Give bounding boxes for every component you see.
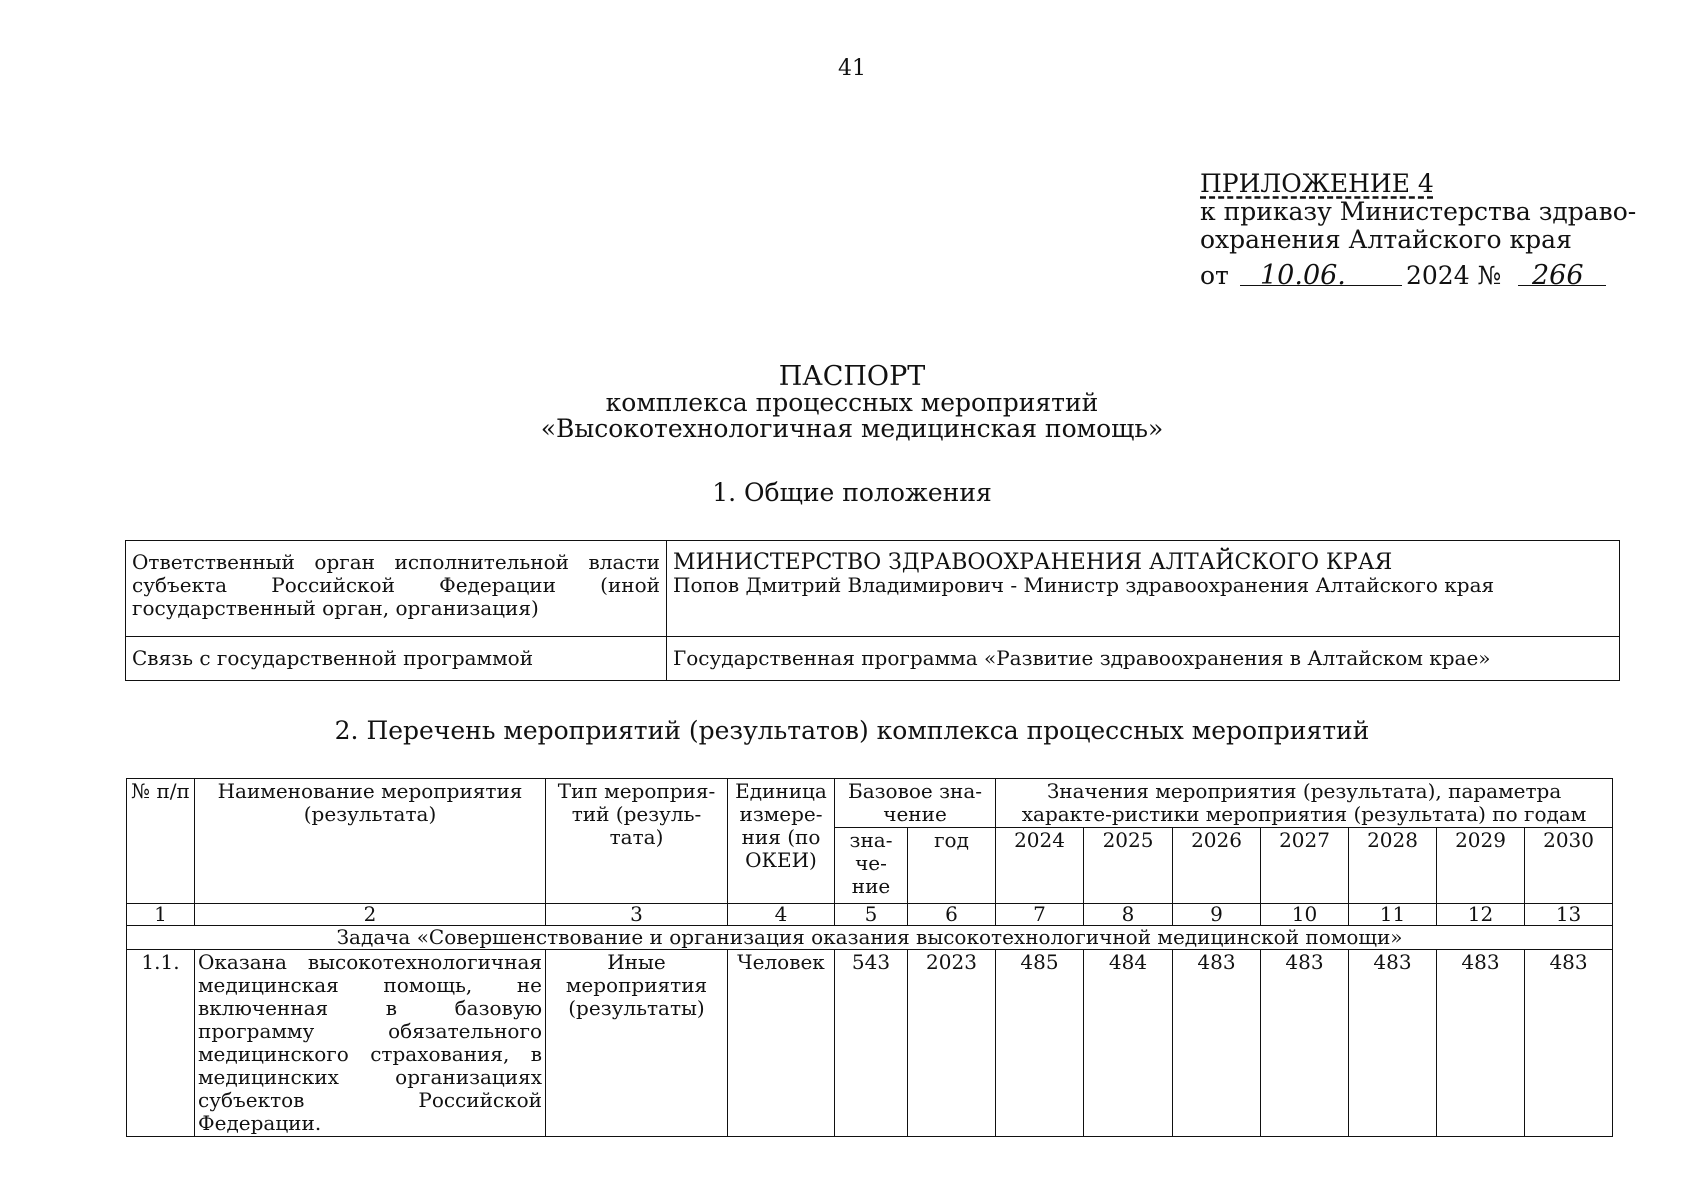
- program-link-label: Связь с государственной программой: [126, 637, 667, 681]
- col-number: 3: [546, 904, 728, 926]
- header-num: № п/п: [127, 779, 195, 904]
- row-name: Оказана высокотехнологичная медицинская помощь, не включенная в базовую программу обязательного медицинского страхования, в медицинских организациях субъектов Российской Федерации.: [195, 950, 546, 1137]
- responsible-value: [667, 541, 1620, 637]
- header-unit: Единица измере-ния (по ОКЕИ): [728, 779, 835, 904]
- date-field: [1240, 256, 1402, 291]
- col-number: 4: [728, 904, 835, 926]
- row-value-2027: 483: [1261, 950, 1349, 1137]
- handwritten-date: 10.06.: [1260, 260, 1346, 291]
- row-value-2025: 484: [1084, 950, 1173, 1137]
- col-number: 12: [1437, 904, 1525, 926]
- column-numbers-row: [127, 904, 1613, 926]
- header-type: Тип мероприя-тий (резуль-тата): [546, 779, 728, 904]
- header-base-year: год: [908, 828, 996, 904]
- header-year-2025: 2025: [1084, 828, 1173, 904]
- program-link-value: Государственная программа «Развитие здравоохранения в Алтайском крае»: [667, 637, 1620, 681]
- row-value-2029: 483: [1437, 950, 1525, 1137]
- row-value-2028: 483: [1349, 950, 1437, 1137]
- year-number-label: 2024 №: [1406, 261, 1502, 290]
- header-year-2026: 2026: [1173, 828, 1261, 904]
- header-base-value: зна-че-ние: [835, 828, 908, 904]
- row-value-2030: 483: [1525, 950, 1613, 1137]
- title-sub-2: «Высокотехнологичная медицинская помощь»: [540, 414, 1164, 443]
- row-base-value: 543: [835, 950, 908, 1137]
- header-year-2027: 2027: [1261, 828, 1349, 904]
- order-number-field: [1518, 256, 1606, 291]
- document-title: [0, 361, 1704, 443]
- header-year-2029: 2029: [1437, 828, 1525, 904]
- row-type: Иные мероприятия (результаты): [546, 950, 728, 1137]
- table-row: [126, 541, 1620, 637]
- header-year-2024: 2024: [996, 828, 1084, 904]
- appendix-line-1: к приказу Министерства здраво-: [1200, 197, 1637, 226]
- activities-table: [126, 778, 1613, 1137]
- task-row: [127, 926, 1613, 950]
- row-base-year: 2023: [908, 950, 996, 1137]
- header-name: Наименование мероприятия (результата): [195, 779, 546, 904]
- appendix-heading: ПРИЛОЖЕНИЕ 4: [1200, 169, 1434, 198]
- col-number: 5: [835, 904, 908, 926]
- col-number: 1: [127, 904, 195, 926]
- general-provisions-table: [125, 540, 1620, 681]
- row-num: 1.1.: [127, 950, 195, 1137]
- header-year-2030: 2030: [1525, 828, 1613, 904]
- appendix-block: [1200, 170, 1670, 290]
- table-row: [126, 637, 1620, 681]
- header-base: Базовое зна-чение: [835, 779, 996, 828]
- col-number: 13: [1525, 904, 1613, 926]
- col-number: 7: [996, 904, 1084, 926]
- row-value-2024: 485: [996, 950, 1084, 1137]
- minister-name: Попов Дмитрий Владимирович - Министр здравоохранения Алтайского края: [673, 573, 1495, 597]
- title-sub-1: комплекса процессных мероприятий: [605, 388, 1099, 417]
- col-number: 6: [908, 904, 996, 926]
- section-1-heading: 1. Общие положения: [712, 478, 992, 507]
- col-number: 10: [1261, 904, 1349, 926]
- appendix-order-line: [1200, 256, 1670, 290]
- ministry-name: МИНИСТЕРСТВО ЗДРАВООХРАНЕНИЯ АЛТАЙСКОГО КРАЯ: [673, 550, 1393, 575]
- col-number: 8: [1084, 904, 1173, 926]
- col-number: 9: [1173, 904, 1261, 926]
- header-values: Значения мероприятия (результата), параметра характе-ристики мероприятия (результата) по годам: [996, 779, 1613, 828]
- header-year-2028: 2028: [1349, 828, 1437, 904]
- col-number: 11: [1349, 904, 1437, 926]
- col-number: 2: [195, 904, 546, 926]
- task-title: Задача «Совершенствование и организация оказания высокотехнологичной медицинской помощи»: [127, 926, 1613, 950]
- responsible-label: Ответственный орган исполнительной власти субъекта Российской Федерации (иной государственный орган, организация): [126, 541, 667, 637]
- page-number: 41: [838, 56, 866, 81]
- header-row-1: [127, 779, 1613, 828]
- section-2-heading: 2. Перечень мероприятий (результатов) комплекса процессных мероприятий: [334, 716, 1370, 745]
- title-main: ПАСПОРТ: [778, 361, 926, 392]
- from-label: от: [1200, 261, 1229, 290]
- table-row: [127, 950, 1613, 1137]
- handwritten-number: 266: [1532, 260, 1584, 291]
- appendix-line-2: охранения Алтайского края: [1200, 225, 1572, 254]
- row-value-2026: 483: [1173, 950, 1261, 1137]
- row-unit: Человек: [728, 950, 835, 1137]
